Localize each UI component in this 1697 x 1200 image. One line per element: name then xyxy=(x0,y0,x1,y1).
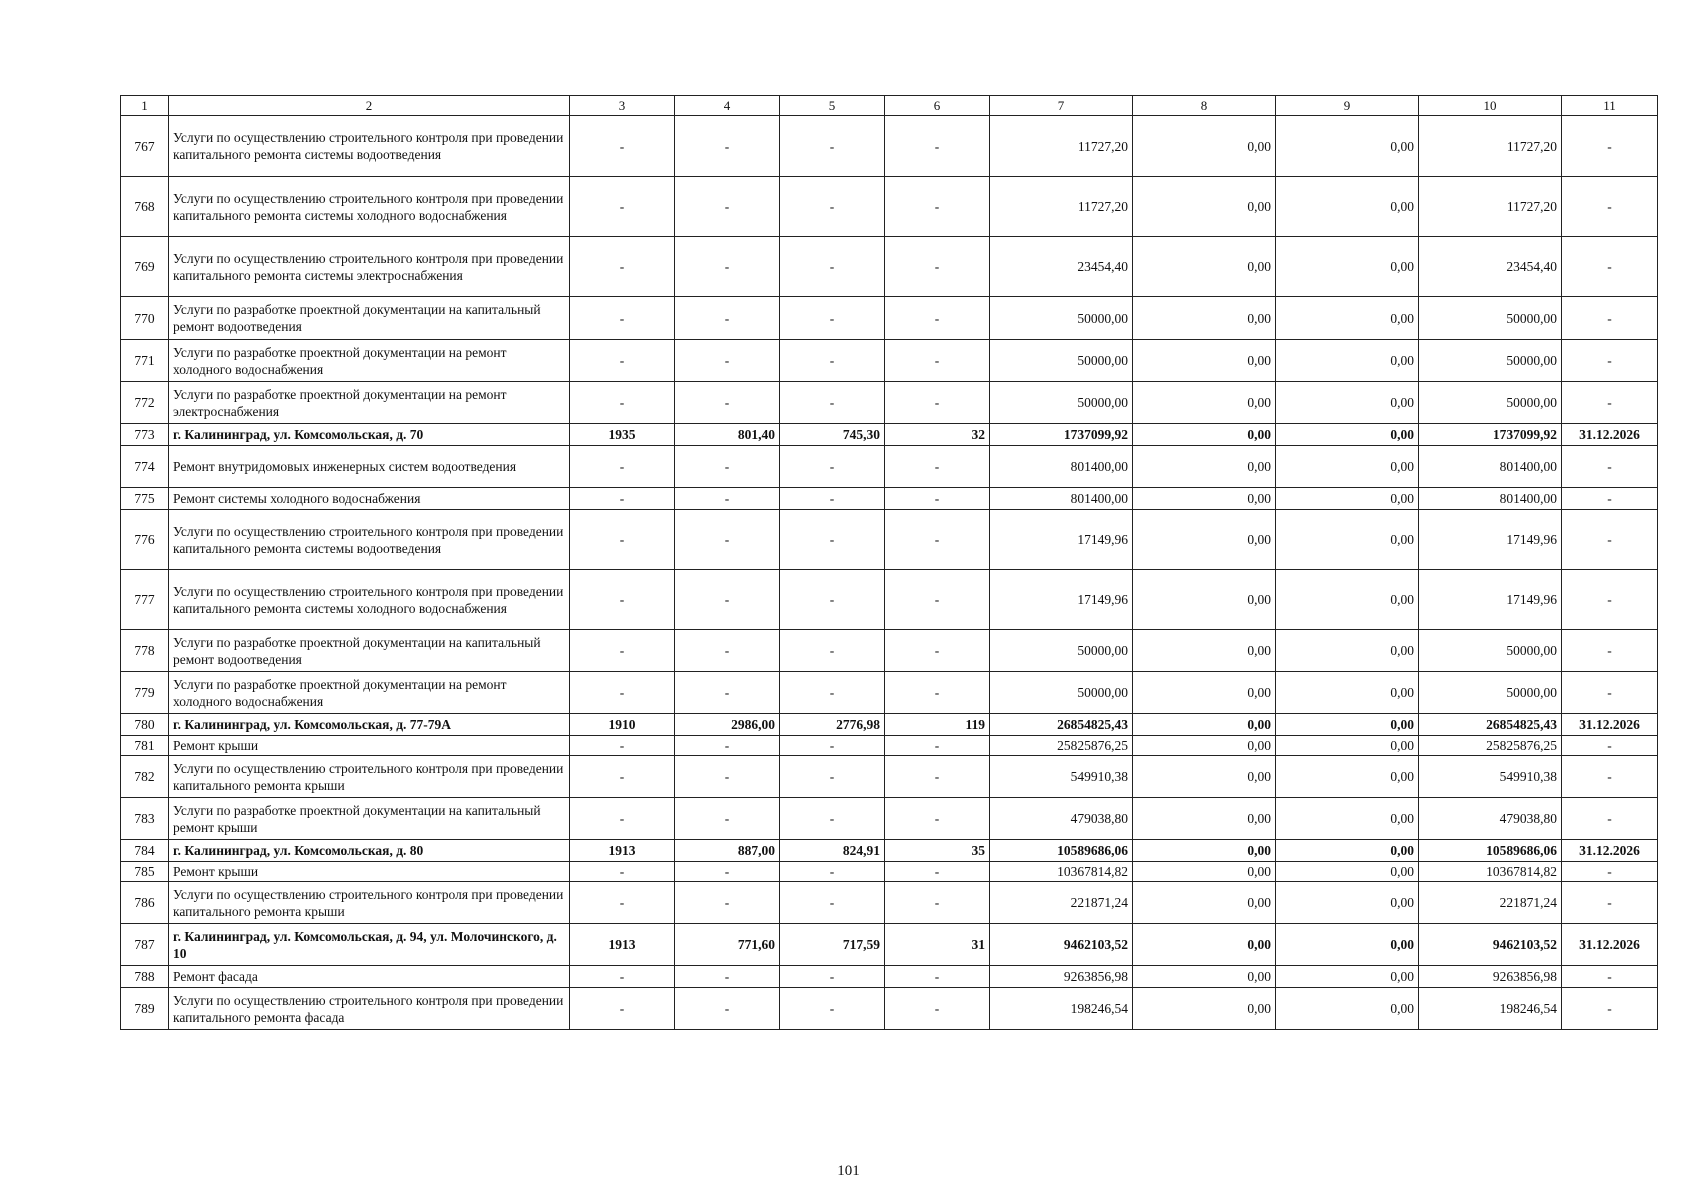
year-built-cell: - xyxy=(570,177,675,237)
cost-column-9-cell: 0,00 xyxy=(1276,382,1419,424)
cost-column-9-cell: 0,00 xyxy=(1276,882,1419,924)
completion-date-cell: - xyxy=(1562,382,1658,424)
total-cost-cell: 50000,00 xyxy=(990,340,1133,382)
row-number-cell: 767 xyxy=(121,116,169,177)
address-row xyxy=(121,714,1658,736)
completion-date-cell: - xyxy=(1562,798,1658,840)
residents-count-cell: - xyxy=(885,177,990,237)
cost-column-8-cell: 0,00 xyxy=(1133,177,1276,237)
completion-date-cell: - xyxy=(1562,736,1658,756)
living-area-cell: 745,30 xyxy=(780,424,885,446)
residents-count-cell: 32 xyxy=(885,424,990,446)
row-number-cell: 785 xyxy=(121,862,169,882)
total-cost-cell: 198246,54 xyxy=(990,988,1133,1030)
cost-column-8-cell: 0,00 xyxy=(1133,924,1276,966)
completion-date-cell: - xyxy=(1562,756,1658,798)
year-built-cell: - xyxy=(570,510,675,570)
item-name-cell: Услуги по разработке проектной документации на ремонт электроснабжения xyxy=(169,382,570,424)
total-area-cell: - xyxy=(675,382,780,424)
cost-column-9-cell: 0,00 xyxy=(1276,630,1419,672)
living-area-cell: - xyxy=(780,988,885,1030)
residents-count-cell: - xyxy=(885,798,990,840)
item-name-cell: Услуги по осуществлению строительного контроля при проведении капитального ремонта системы водоотведения xyxy=(169,116,570,177)
year-built-cell: - xyxy=(570,382,675,424)
work-item-row xyxy=(121,488,1658,510)
total-area-cell: - xyxy=(675,798,780,840)
total-area-cell: - xyxy=(675,297,780,340)
cost-column-10-cell: 25825876,25 xyxy=(1419,736,1562,756)
completion-date-cell: - xyxy=(1562,446,1658,488)
work-item-row xyxy=(121,340,1658,382)
residents-count-cell: - xyxy=(885,237,990,297)
cost-column-9-cell: 0,00 xyxy=(1276,297,1419,340)
total-area-cell: 801,40 xyxy=(675,424,780,446)
row-number-cell: 789 xyxy=(121,988,169,1030)
total-area-cell: - xyxy=(675,116,780,177)
residents-count-cell: - xyxy=(885,510,990,570)
total-cost-cell: 10367814,82 xyxy=(990,862,1133,882)
total-cost-cell: 26854825,43 xyxy=(990,714,1133,736)
residents-count-cell: - xyxy=(885,446,990,488)
completion-date-cell: - xyxy=(1562,988,1658,1030)
total-cost-cell: 1737099,92 xyxy=(990,424,1133,446)
living-area-cell: - xyxy=(780,382,885,424)
row-number-cell: 780 xyxy=(121,714,169,736)
total-area-cell: 2986,00 xyxy=(675,714,780,736)
total-cost-cell: 11727,20 xyxy=(990,177,1133,237)
cost-column-8-cell: 0,00 xyxy=(1133,988,1276,1030)
address-row xyxy=(121,924,1658,966)
residents-count-cell: - xyxy=(885,297,990,340)
total-cost-cell: 9462103,52 xyxy=(990,924,1133,966)
item-name-cell: Ремонт крыши xyxy=(169,862,570,882)
work-item-row xyxy=(121,672,1658,714)
total-cost-cell: 23454,40 xyxy=(990,237,1133,297)
cost-column-8-cell: 0,00 xyxy=(1133,340,1276,382)
cost-column-9-cell: 0,00 xyxy=(1276,672,1419,714)
year-built-cell: 1910 xyxy=(570,714,675,736)
residents-count-cell: - xyxy=(885,736,990,756)
cost-column-10-cell: 11727,20 xyxy=(1419,116,1562,177)
total-cost-cell: 549910,38 xyxy=(990,756,1133,798)
year-built-cell: - xyxy=(570,672,675,714)
item-name-cell: Услуги по разработке проектной документации на ремонт холодного водоснабжения xyxy=(169,340,570,382)
item-name-cell: г. Калининград, ул. Комсомольская, д. 94, ул. Молочинского, д. 10 xyxy=(169,924,570,966)
completion-date-cell: - xyxy=(1562,630,1658,672)
cost-column-9-cell: 0,00 xyxy=(1276,924,1419,966)
total-cost-cell: 9263856,98 xyxy=(990,966,1133,988)
total-cost-cell: 801400,00 xyxy=(990,446,1133,488)
item-name-cell: Услуги по разработке проектной документации на капитальный ремонт водоотведения xyxy=(169,630,570,672)
cost-column-10-cell: 50000,00 xyxy=(1419,672,1562,714)
living-area-cell: 717,59 xyxy=(780,924,885,966)
total-area-cell: - xyxy=(675,630,780,672)
year-built-cell: - xyxy=(570,756,675,798)
cost-column-9-cell: 0,00 xyxy=(1276,177,1419,237)
cost-column-9-cell: 0,00 xyxy=(1276,340,1419,382)
total-cost-cell: 221871,24 xyxy=(990,882,1133,924)
address-row xyxy=(121,840,1658,862)
living-area-cell: - xyxy=(780,177,885,237)
cost-column-8-cell: 0,00 xyxy=(1133,756,1276,798)
year-built-cell: - xyxy=(570,630,675,672)
completion-date-cell: - xyxy=(1562,966,1658,988)
cost-column-10-cell: 10367814,82 xyxy=(1419,862,1562,882)
total-area-cell: - xyxy=(675,446,780,488)
row-number-cell: 769 xyxy=(121,237,169,297)
row-number-cell: 782 xyxy=(121,756,169,798)
total-area-cell: - xyxy=(675,488,780,510)
cost-column-9-cell: 0,00 xyxy=(1276,510,1419,570)
work-item-row xyxy=(121,966,1658,988)
living-area-cell: - xyxy=(780,570,885,630)
total-area-cell: 771,60 xyxy=(675,924,780,966)
cost-column-9-cell: 0,00 xyxy=(1276,237,1419,297)
row-number-cell: 781 xyxy=(121,736,169,756)
item-name-cell: Услуги по разработке проектной документации на капитальный ремонт крыши xyxy=(169,798,570,840)
item-name-cell: Услуги по осуществлению строительного контроля при проведении капитального ремонта системы водоотведения xyxy=(169,510,570,570)
work-item-row xyxy=(121,382,1658,424)
residents-count-cell: - xyxy=(885,382,990,424)
residents-count-cell: - xyxy=(885,116,990,177)
row-number-cell: 788 xyxy=(121,966,169,988)
item-name-cell: Услуги по осуществлению строительного контроля при проведении капитального ремонта фасада xyxy=(169,988,570,1030)
cost-column-10-cell: 50000,00 xyxy=(1419,340,1562,382)
living-area-cell: - xyxy=(780,630,885,672)
cost-column-10-cell: 198246,54 xyxy=(1419,988,1562,1030)
cost-column-8-cell: 0,00 xyxy=(1133,882,1276,924)
header-cell: 6 xyxy=(885,96,990,116)
work-item-row xyxy=(121,570,1658,630)
living-area-cell: 824,91 xyxy=(780,840,885,862)
living-area-cell: - xyxy=(780,237,885,297)
item-name-cell: Ремонт системы холодного водоснабжения xyxy=(169,488,570,510)
completion-date-cell: - xyxy=(1562,237,1658,297)
total-area-cell: - xyxy=(675,510,780,570)
cost-column-9-cell: 0,00 xyxy=(1276,446,1419,488)
row-number-cell: 774 xyxy=(121,446,169,488)
cost-column-10-cell: 17149,96 xyxy=(1419,570,1562,630)
living-area-cell: - xyxy=(780,340,885,382)
cost-column-8-cell: 0,00 xyxy=(1133,840,1276,862)
row-number-cell: 783 xyxy=(121,798,169,840)
residents-count-cell: - xyxy=(885,340,990,382)
work-item-row xyxy=(121,297,1658,340)
item-name-cell: Услуги по осуществлению строительного контроля при проведении капитального ремонта системы холодного водоснабжения xyxy=(169,177,570,237)
cost-column-10-cell: 9462103,52 xyxy=(1419,924,1562,966)
residents-count-cell: - xyxy=(885,862,990,882)
header-cell: 1 xyxy=(121,96,169,116)
item-name-cell: г. Калининград, ул. Комсомольская, д. 70 xyxy=(169,424,570,446)
residents-count-cell: - xyxy=(885,966,990,988)
cost-column-10-cell: 23454,40 xyxy=(1419,237,1562,297)
header-cell: 3 xyxy=(570,96,675,116)
cost-column-8-cell: 0,00 xyxy=(1133,446,1276,488)
cost-column-8-cell: 0,00 xyxy=(1133,798,1276,840)
work-item-row xyxy=(121,630,1658,672)
completion-date-cell: - xyxy=(1562,672,1658,714)
work-item-row xyxy=(121,177,1658,237)
living-area-cell: - xyxy=(780,862,885,882)
year-built-cell: - xyxy=(570,862,675,882)
row-number-cell: 779 xyxy=(121,672,169,714)
cost-column-10-cell: 11727,20 xyxy=(1419,177,1562,237)
living-area-cell: - xyxy=(780,736,885,756)
cost-column-8-cell: 0,00 xyxy=(1133,382,1276,424)
cost-column-8-cell: 0,00 xyxy=(1133,672,1276,714)
total-cost-cell: 50000,00 xyxy=(990,630,1133,672)
total-cost-cell: 25825876,25 xyxy=(990,736,1133,756)
row-number-cell: 778 xyxy=(121,630,169,672)
completion-date-cell: - xyxy=(1562,882,1658,924)
cost-column-9-cell: 0,00 xyxy=(1276,736,1419,756)
completion-date-cell: 31.12.2026 xyxy=(1562,840,1658,862)
cost-column-10-cell: 50000,00 xyxy=(1419,382,1562,424)
living-area-cell: - xyxy=(780,672,885,714)
year-built-cell: - xyxy=(570,116,675,177)
living-area-cell: - xyxy=(780,798,885,840)
year-built-cell: - xyxy=(570,736,675,756)
column-number-header xyxy=(121,96,1658,116)
living-area-cell: - xyxy=(780,882,885,924)
row-number-cell: 768 xyxy=(121,177,169,237)
cost-column-10-cell: 479038,80 xyxy=(1419,798,1562,840)
year-built-cell: - xyxy=(570,570,675,630)
header-cell: 7 xyxy=(990,96,1133,116)
living-area-cell: - xyxy=(780,446,885,488)
repair-program-table xyxy=(120,95,1658,1030)
cost-column-9-cell: 0,00 xyxy=(1276,756,1419,798)
cost-column-9-cell: 0,00 xyxy=(1276,798,1419,840)
residents-count-cell: - xyxy=(885,882,990,924)
total-area-cell: - xyxy=(675,862,780,882)
total-cost-cell: 17149,96 xyxy=(990,510,1133,570)
cost-column-10-cell: 549910,38 xyxy=(1419,756,1562,798)
cost-column-9-cell: 0,00 xyxy=(1276,116,1419,177)
work-item-row xyxy=(121,882,1658,924)
living-area-cell: - xyxy=(780,297,885,340)
year-built-cell: - xyxy=(570,340,675,382)
header-cell: 2 xyxy=(169,96,570,116)
item-name-cell: Услуги по разработке проектной документации на капитальный ремонт водоотведения xyxy=(169,297,570,340)
completion-date-cell: - xyxy=(1562,570,1658,630)
row-number-cell: 786 xyxy=(121,882,169,924)
cost-column-8-cell: 0,00 xyxy=(1133,630,1276,672)
cost-column-8-cell: 0,00 xyxy=(1133,736,1276,756)
year-built-cell: 1913 xyxy=(570,840,675,862)
residents-count-cell: - xyxy=(885,570,990,630)
item-name-cell: Услуги по осуществлению строительного контроля при проведении капитального ремонта системы электроснабжения xyxy=(169,237,570,297)
work-item-row xyxy=(121,736,1658,756)
residents-count-cell: 31 xyxy=(885,924,990,966)
total-cost-cell: 10589686,06 xyxy=(990,840,1133,862)
living-area-cell: - xyxy=(780,510,885,570)
item-name-cell: Услуги по осуществлению строительного контроля при проведении капитального ремонта крыши xyxy=(169,756,570,798)
work-item-row xyxy=(121,798,1658,840)
residents-count-cell: - xyxy=(885,672,990,714)
total-area-cell: - xyxy=(675,988,780,1030)
year-built-cell: 1913 xyxy=(570,924,675,966)
row-number-cell: 776 xyxy=(121,510,169,570)
total-area-cell: - xyxy=(675,882,780,924)
cost-column-8-cell: 0,00 xyxy=(1133,488,1276,510)
cost-column-10-cell: 801400,00 xyxy=(1419,446,1562,488)
year-built-cell: - xyxy=(570,297,675,340)
total-area-cell: - xyxy=(675,672,780,714)
completion-date-cell: - xyxy=(1562,510,1658,570)
work-item-row xyxy=(121,116,1658,177)
completion-date-cell: - xyxy=(1562,297,1658,340)
living-area-cell: 2776,98 xyxy=(780,714,885,736)
row-number-cell: 787 xyxy=(121,924,169,966)
work-item-row xyxy=(121,862,1658,882)
residents-count-cell: 35 xyxy=(885,840,990,862)
year-built-cell: - xyxy=(570,882,675,924)
cost-column-8-cell: 0,00 xyxy=(1133,424,1276,446)
cost-column-10-cell: 26854825,43 xyxy=(1419,714,1562,736)
total-area-cell: - xyxy=(675,756,780,798)
cost-column-9-cell: 0,00 xyxy=(1276,488,1419,510)
header-cell: 11 xyxy=(1562,96,1658,116)
total-cost-cell: 50000,00 xyxy=(990,382,1133,424)
row-number-cell: 784 xyxy=(121,840,169,862)
completion-date-cell: 31.12.2026 xyxy=(1562,714,1658,736)
residents-count-cell: - xyxy=(885,988,990,1030)
address-row xyxy=(121,424,1658,446)
row-number-cell: 770 xyxy=(121,297,169,340)
header-cell: 4 xyxy=(675,96,780,116)
item-name-cell: Услуги по осуществлению строительного контроля при проведении капитального ремонта системы холодного водоснабжения xyxy=(169,570,570,630)
row-number-cell: 772 xyxy=(121,382,169,424)
cost-column-9-cell: 0,00 xyxy=(1276,862,1419,882)
header-cell: 10 xyxy=(1419,96,1562,116)
row-number-cell: 771 xyxy=(121,340,169,382)
cost-column-10-cell: 9263856,98 xyxy=(1419,966,1562,988)
item-name-cell: г. Калининград, ул. Комсомольская, д. 80 xyxy=(169,840,570,862)
completion-date-cell: 31.12.2026 xyxy=(1562,424,1658,446)
cost-column-10-cell: 17149,96 xyxy=(1419,510,1562,570)
cost-column-9-cell: 0,00 xyxy=(1276,570,1419,630)
total-cost-cell: 50000,00 xyxy=(990,672,1133,714)
cost-column-9-cell: 0,00 xyxy=(1276,966,1419,988)
item-name-cell: г. Калининград, ул. Комсомольская, д. 77-79А xyxy=(169,714,570,736)
header-cell: 9 xyxy=(1276,96,1419,116)
cost-column-8-cell: 0,00 xyxy=(1133,510,1276,570)
cost-column-8-cell: 0,00 xyxy=(1133,714,1276,736)
cost-column-9-cell: 0,00 xyxy=(1276,424,1419,446)
living-area-cell: - xyxy=(780,488,885,510)
total-area-cell: - xyxy=(675,570,780,630)
year-built-cell: 1935 xyxy=(570,424,675,446)
work-item-row xyxy=(121,446,1658,488)
residents-count-cell: 119 xyxy=(885,714,990,736)
total-area-cell: - xyxy=(675,237,780,297)
total-area-cell: - xyxy=(675,340,780,382)
cost-column-9-cell: 0,00 xyxy=(1276,714,1419,736)
total-area-cell: - xyxy=(675,177,780,237)
completion-date-cell: 31.12.2026 xyxy=(1562,924,1658,966)
completion-date-cell: - xyxy=(1562,177,1658,237)
cost-column-10-cell: 221871,24 xyxy=(1419,882,1562,924)
year-built-cell: - xyxy=(570,488,675,510)
living-area-cell: - xyxy=(780,966,885,988)
total-area-cell: 887,00 xyxy=(675,840,780,862)
cost-column-10-cell: 50000,00 xyxy=(1419,297,1562,340)
row-number-cell: 777 xyxy=(121,570,169,630)
total-cost-cell: 17149,96 xyxy=(990,570,1133,630)
cost-column-9-cell: 0,00 xyxy=(1276,840,1419,862)
work-item-row xyxy=(121,756,1658,798)
year-built-cell: - xyxy=(570,988,675,1030)
row-number-cell: 775 xyxy=(121,488,169,510)
item-name-cell: Ремонт фасада xyxy=(169,966,570,988)
cost-column-10-cell: 1737099,92 xyxy=(1419,424,1562,446)
completion-date-cell: - xyxy=(1562,340,1658,382)
cost-column-10-cell: 10589686,06 xyxy=(1419,840,1562,862)
year-built-cell: - xyxy=(570,446,675,488)
cost-column-10-cell: 801400,00 xyxy=(1419,488,1562,510)
total-cost-cell: 479038,80 xyxy=(990,798,1133,840)
cost-column-8-cell: 0,00 xyxy=(1133,237,1276,297)
header-cell: 5 xyxy=(780,96,885,116)
work-item-row xyxy=(121,237,1658,297)
completion-date-cell: - xyxy=(1562,116,1658,177)
total-cost-cell: 801400,00 xyxy=(990,488,1133,510)
item-name-cell: Ремонт крыши xyxy=(169,736,570,756)
row-number-cell: 773 xyxy=(121,424,169,446)
cost-column-8-cell: 0,00 xyxy=(1133,862,1276,882)
item-name-cell: Ремонт внутридомовых инженерных систем водоотведения xyxy=(169,446,570,488)
work-item-row xyxy=(121,510,1658,570)
residents-count-cell: - xyxy=(885,630,990,672)
residents-count-cell: - xyxy=(885,756,990,798)
cost-column-8-cell: 0,00 xyxy=(1133,116,1276,177)
completion-date-cell: - xyxy=(1562,862,1658,882)
header-cell: 8 xyxy=(1133,96,1276,116)
total-cost-cell: 50000,00 xyxy=(990,297,1133,340)
total-area-cell: - xyxy=(675,966,780,988)
residents-count-cell: - xyxy=(885,488,990,510)
year-built-cell: - xyxy=(570,237,675,297)
cost-column-8-cell: 0,00 xyxy=(1133,966,1276,988)
item-name-cell: Услуги по осуществлению строительного контроля при проведении капитального ремонта крыши xyxy=(169,882,570,924)
total-area-cell: - xyxy=(675,736,780,756)
living-area-cell: - xyxy=(780,756,885,798)
item-name-cell: Услуги по разработке проектной документации на ремонт холодного водоснабжения xyxy=(169,672,570,714)
page-number: 101 xyxy=(837,1163,860,1179)
cost-column-8-cell: 0,00 xyxy=(1133,570,1276,630)
cost-column-9-cell: 0,00 xyxy=(1276,988,1419,1030)
work-item-row xyxy=(121,988,1658,1030)
cost-column-10-cell: 50000,00 xyxy=(1419,630,1562,672)
living-area-cell: - xyxy=(780,116,885,177)
year-built-cell: - xyxy=(570,798,675,840)
cost-column-8-cell: 0,00 xyxy=(1133,297,1276,340)
completion-date-cell: - xyxy=(1562,488,1658,510)
total-cost-cell: 11727,20 xyxy=(990,116,1133,177)
year-built-cell: - xyxy=(570,966,675,988)
